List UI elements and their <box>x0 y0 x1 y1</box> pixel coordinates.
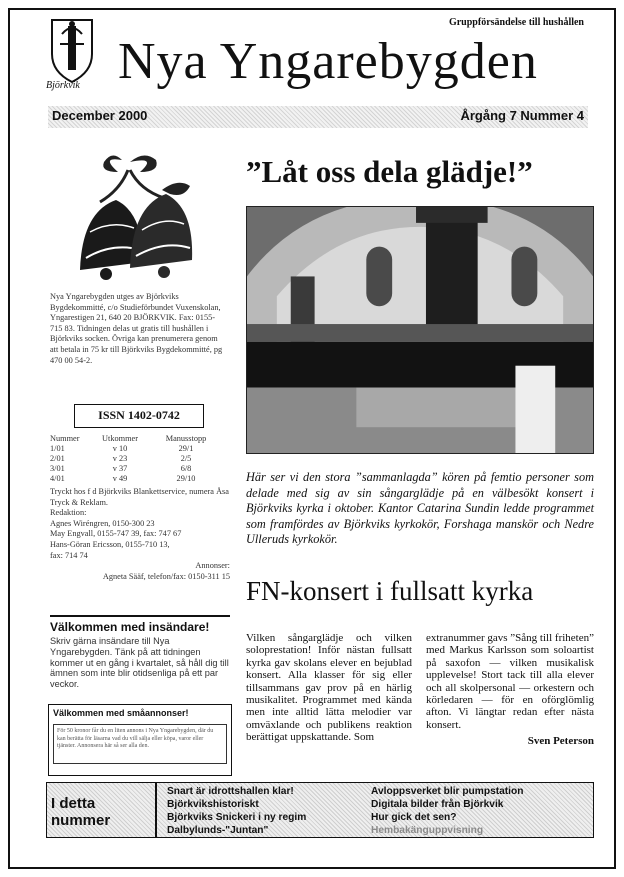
index-label-line: nummer <box>51 812 111 829</box>
article-body-left: Vilken sångarglädje och vilken soloprestation! Inför nästan fullsatt kyrka gav skolans elever en bejublad konsert. Alla klasser för sig eller tillsammans gav prov på en härlig musikalitet. Programmet med kända men inte alltid lätta melodier var omväxlande och publikens reaktion berättigat uppskattande. Som <box>246 632 412 744</box>
schedule-row <box>50 464 222 474</box>
index-item: Digitala bilder från Björkvik <box>371 799 504 810</box>
choir-photo <box>246 206 594 454</box>
schedule-cell: 3/01 <box>50 464 65 473</box>
ads-heading: Annonser: <box>195 561 230 571</box>
index-divider <box>155 783 157 837</box>
schedule-cell: 6/8 <box>180 464 192 473</box>
article-author: Sven Peterson <box>527 735 594 748</box>
issue-index <box>46 782 594 838</box>
schedule-cell: 29/1 <box>178 444 194 453</box>
schedule-header-row <box>50 434 222 444</box>
editor-line: Hans-Göran Ericsson, 0155-710 13, <box>50 539 170 549</box>
photo-caption: Här ser vi den stora ”sammanlagda” kören på femtio personer som delade med sig av sin sångarglädje på en välbesökt konsert i Björkviks kyrka i oktober. Kantor Catarina Sundin ledde programmet som framfördes av Björkviks kyrkokör, Forshaga manskör och Nedre Ulleruds kyrkokör. <box>246 470 594 547</box>
schedule-row <box>50 444 222 454</box>
index-item: Dalbylunds-"Juntan" <box>167 825 269 836</box>
editorial-heading: Redaktion: <box>50 508 87 518</box>
schedule-cell: 2/01 <box>50 454 65 463</box>
index-label <box>51 795 110 829</box>
schedule-cell: 1/01 <box>50 444 65 453</box>
editor-line: fax: 714 74 <box>50 550 88 560</box>
article-subheadline: FN-konsert i fullsatt kyrka <box>246 576 534 606</box>
index-item: Björkviks Snickeri i ny regim <box>167 812 307 823</box>
schedule-cell: 2/5 <box>180 454 192 463</box>
article-body-right-text: extranummer gavs ”Sång till friheten” med Markus Karlsson som soloartist på saxofon — vilken musikalisk upplevelse! Stort tack till alla elever och all skolpersonal — orkestern och körledaren — för en oförglömlig afton. Vi längtar redan efter nästa konsert. <box>426 632 594 731</box>
schedule-row <box>50 474 222 484</box>
masthead-title: Nya Yngarebygden <box>118 33 538 90</box>
index-column <box>371 785 591 837</box>
small-ads-title: Välkommen med småannonser! <box>53 708 189 718</box>
issue-date: December 2000 <box>52 108 148 123</box>
newspaper-page <box>8 8 616 869</box>
index-label-line: I detta <box>51 795 96 812</box>
schedule-cell: v 23 <box>112 454 128 463</box>
publisher-info: Nya Yngarebygden utges av Björkviks Bygdekommitté, c/o Studieförbundet Vuxenskolan, Yngarestigen 21, 640 20 BJÖRKVIK. Fax: 0155-715 83. Tidningen delas ut gratis till hushållen i Björkviks socken. Övriga kan prenumerera genom att betala in 75 kr till Björkviks Bygdekommitté, pg 470 00 54-2. <box>50 292 223 365</box>
index-item: Avloppsverket blir pumpstation <box>371 786 524 797</box>
small-ads-text: För 50 kronor får du en liten annons i Nya Yngarebygden, där du kan berätta för läsarna vad du vill sälja eller köpa, varor eller tjänster. Annonsera här så ser alla den. <box>53 724 227 764</box>
article-headline: ”Låt oss dela glädje!” <box>246 154 533 189</box>
schedule-header: Nummer <box>50 434 80 443</box>
welcome-text: Skriv gärna insändare till Nya Yngarebygden. Tänk på att tidningen kommer ut en gång i kvartalet, så håll dig till ämnen som inte blir otidsenliga på ett par veckor. <box>50 636 229 690</box>
issn-box: ISSN 1402-0742 <box>74 404 204 428</box>
christmas-bells-icon <box>60 150 200 290</box>
welcome-title: Välkommen med insändare! <box>50 620 210 634</box>
index-item: Björkvikshistoriskt <box>167 799 259 810</box>
schedule-cell: v 37 <box>112 464 128 473</box>
index-column <box>167 785 367 837</box>
schedule-cell: 4/01 <box>50 474 65 483</box>
ads-contact: Agneta Sääf, telefon/fax: 0150-311 15 <box>102 571 230 581</box>
schedule-header: Manusstopp <box>165 434 207 443</box>
schedule-cell: v 49 <box>112 474 128 483</box>
publication-schedule <box>50 434 225 484</box>
schedule-cell: 29/10 <box>176 474 196 483</box>
schedule-header: Utkommer <box>102 434 138 443</box>
municipality-crest-icon <box>48 14 96 88</box>
crest-label: Björkvik <box>46 80 80 91</box>
schedule-cell: v 10 <box>112 444 128 453</box>
editor-line: May Engvall, 0155-747 39, fax: 747 67 <box>50 529 182 539</box>
welcome-letters-box <box>50 615 230 690</box>
article-body-right <box>426 632 594 748</box>
printer-info: Tryckt hos f d Björkviks Blankettservice, numera Åsa Tryck & Reklam. <box>50 487 229 507</box>
editor-line: Agnes Wiréngren, 0150-300 23 <box>50 518 155 528</box>
index-item: Snart är idrottshallen klar! <box>167 786 294 797</box>
index-item: Hur gick det sen? <box>371 812 457 823</box>
schedule-row <box>50 454 222 464</box>
small-ads-box <box>48 704 232 776</box>
credits <box>50 487 230 582</box>
date-band <box>48 106 588 128</box>
tagline: Gruppförsändelse till hushållen <box>448 17 584 28</box>
issue-number: Årgång 7 Nummer 4 <box>460 108 584 123</box>
index-item: Hembakänguppvisning <box>371 825 484 836</box>
